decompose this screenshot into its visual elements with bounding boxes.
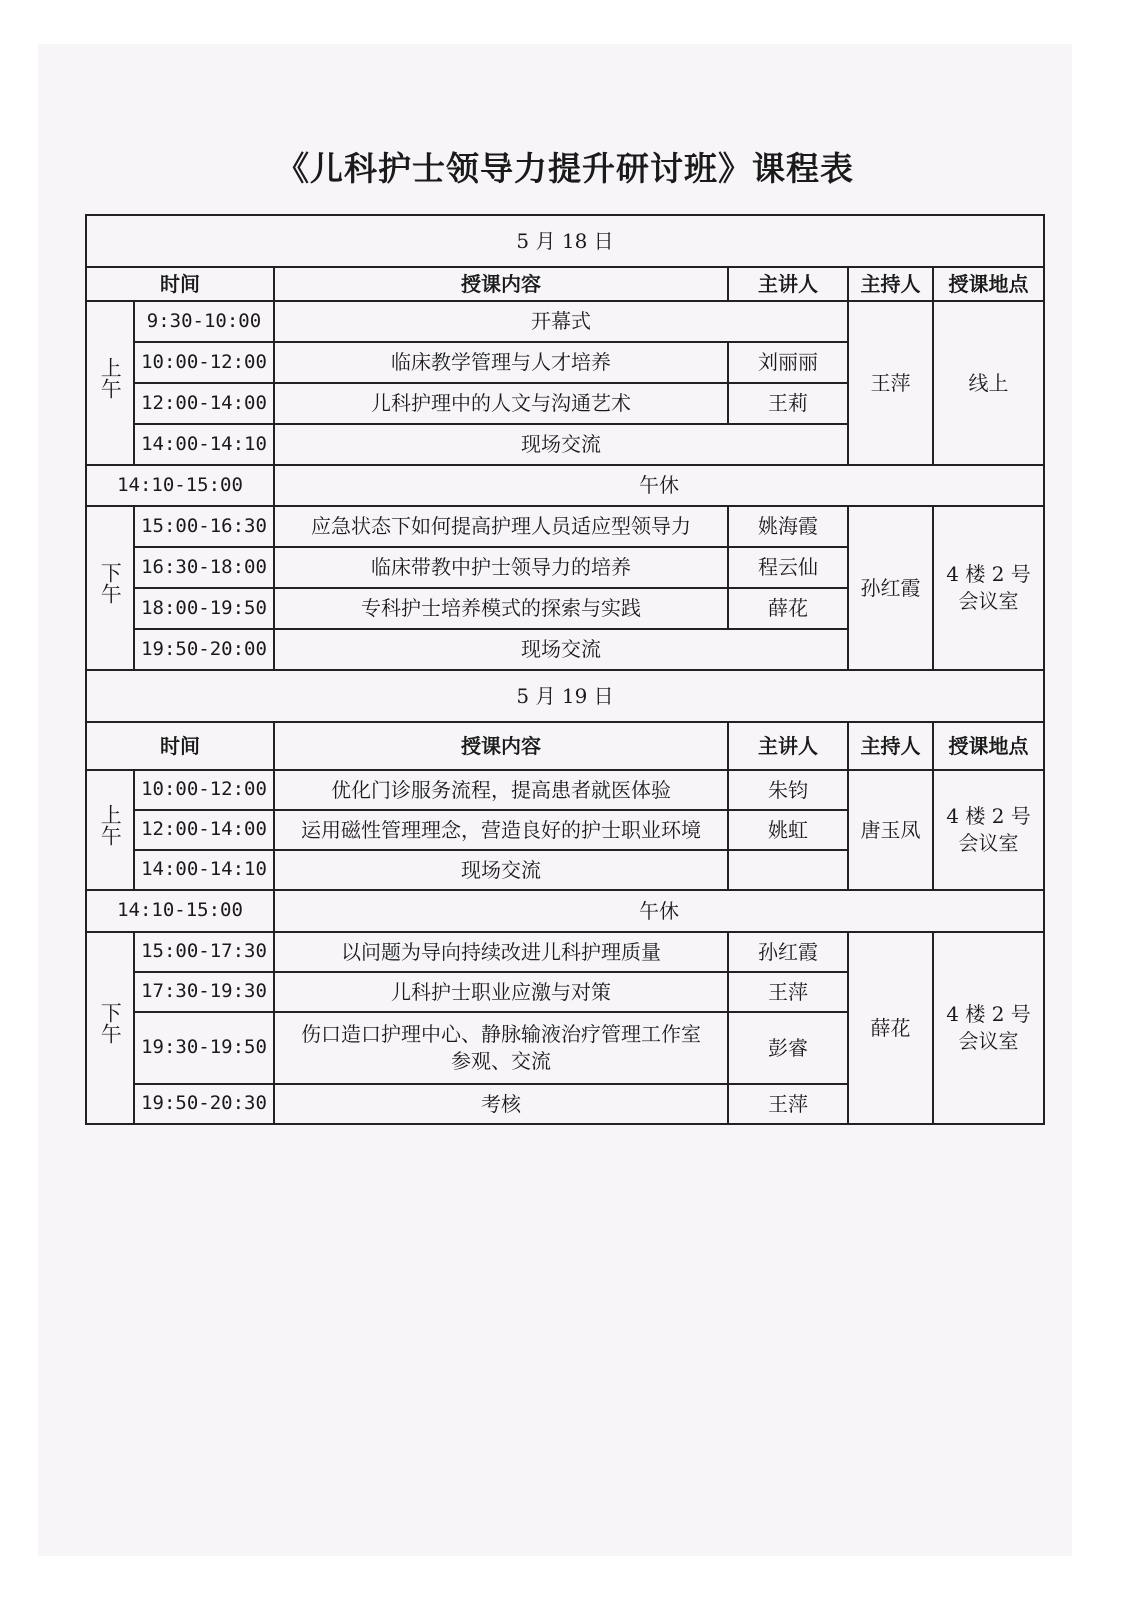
col-header-time: 时间 (86, 722, 274, 770)
speaker-cell (728, 850, 848, 890)
time-cell: 14:00-14:10 (134, 424, 274, 465)
speaker-cell: 王萍 (728, 1084, 848, 1124)
period-label-am (86, 301, 134, 465)
period-label-pm (86, 506, 134, 670)
table-row (86, 890, 1044, 932)
speaker-cell: 孙红霞 (728, 932, 848, 972)
location-line: 会议室 (958, 831, 1019, 855)
time-cell: 10:00-12:00 (134, 342, 274, 383)
content-cell: 考核 (274, 1084, 728, 1124)
content-cell: 应急状态下如何提高护理人员适应型领导力 (274, 506, 728, 547)
page-title: 《儿科护士领导力提升研讨班》课程表 (276, 149, 854, 188)
period-label-am (86, 770, 134, 890)
host-cell: 王萍 (848, 301, 933, 465)
time-cell: 19:30-19:50 (134, 1012, 274, 1084)
time-cell: 15:00-17:30 (134, 932, 274, 972)
speaker-cell: 刘丽丽 (728, 342, 848, 383)
period-label-text: 下午 (98, 1002, 123, 1045)
table-row (86, 301, 1044, 342)
speaker-cell: 王莉 (728, 383, 848, 424)
period-label-pm (86, 932, 134, 1124)
time-cell: 19:50-20:00 (134, 629, 274, 670)
col-header-location: 授课地点 (933, 267, 1044, 301)
host-cell: 唐玉凤 (848, 770, 933, 890)
time-cell: 10:00-12:00 (134, 770, 274, 810)
content-cell: 运用磁性管理理念，营造良好的护士职业环境 (274, 810, 728, 850)
location-cell: 线上 (933, 301, 1044, 465)
host-cell: 薛花 (848, 932, 933, 1124)
date-heading-day1: 5 月 18 日 (86, 215, 1044, 267)
location-line: 会议室 (958, 1029, 1019, 1053)
speaker-cell: 程云仙 (728, 547, 848, 588)
speaker-cell: 王萍 (728, 972, 848, 1012)
location-cell (933, 770, 1044, 890)
content-cell: 临床带教中护士领导力的培养 (274, 547, 728, 588)
speaker-cell: 姚虹 (728, 810, 848, 850)
time-cell: 18:00-19:50 (134, 588, 274, 629)
break-label-cell: 午休 (274, 890, 1044, 932)
location-line: 4 楼 2 号 (946, 562, 1031, 586)
location-line: 4 楼 2 号 (946, 804, 1031, 828)
col-header-location: 授课地点 (933, 722, 1044, 770)
schedule-table (85, 214, 1045, 1125)
date-heading-day2: 5 月 19 日 (86, 670, 1044, 722)
content-cell (274, 1012, 728, 1084)
break-time-cell: 14:10-15:00 (86, 465, 274, 506)
time-cell: 16:30-18:00 (134, 547, 274, 588)
content-cell: 优化门诊服务流程，提高患者就医体验 (274, 770, 728, 810)
col-header-content: 授课内容 (274, 267, 728, 301)
period-label-text: 下午 (98, 562, 123, 605)
time-cell: 15:00-16:30 (134, 506, 274, 547)
table-row (86, 465, 1044, 506)
content-cell: 现场交流 (274, 629, 848, 670)
break-time-cell: 14:10-15:00 (86, 890, 274, 932)
content-line: 参观、交流 (451, 1049, 551, 1073)
period-label-text: 上午 (98, 357, 123, 400)
location-cell (933, 506, 1044, 670)
time-cell: 12:00-14:00 (134, 383, 274, 424)
time-cell: 12:00-14:00 (134, 810, 274, 850)
content-cell: 儿科护士职业应激与对策 (274, 972, 728, 1012)
speaker-cell: 朱钧 (728, 770, 848, 810)
content-cell: 现场交流 (274, 850, 728, 890)
content-line: 伤口造口护理中心、静脉输液治疗管理工作室 (301, 1022, 701, 1046)
col-header-speaker: 主讲人 (728, 722, 848, 770)
col-header-host: 主持人 (848, 267, 933, 301)
col-header-host: 主持人 (848, 722, 933, 770)
speaker-cell: 彭睿 (728, 1012, 848, 1084)
content-cell: 儿科护理中的人文与沟通艺术 (274, 383, 728, 424)
table-row (86, 932, 1044, 972)
period-label-text: 上午 (98, 804, 123, 847)
header-row (86, 267, 1044, 301)
speaker-cell: 姚海霞 (728, 506, 848, 547)
content-cell: 临床教学管理与人才培养 (274, 342, 728, 383)
col-header-time: 时间 (86, 267, 274, 301)
content-cell: 专科护士培养模式的探索与实践 (274, 588, 728, 629)
time-cell: 14:00-14:10 (134, 850, 274, 890)
speaker-cell: 薛花 (728, 588, 848, 629)
content-cell: 现场交流 (274, 424, 848, 465)
content-cell: 以问题为导向持续改进儿科护理质量 (274, 932, 728, 972)
table-row (86, 215, 1044, 267)
time-cell: 9:30-10:00 (134, 301, 274, 342)
col-header-speaker: 主讲人 (728, 267, 848, 301)
table-row (86, 770, 1044, 810)
header-row (86, 722, 1044, 770)
break-label-cell: 午休 (274, 465, 1044, 506)
content-cell: 开幕式 (274, 301, 848, 342)
location-line: 4 楼 2 号 (946, 1002, 1031, 1026)
host-cell: 孙红霞 (848, 506, 933, 670)
location-line: 会议室 (958, 589, 1019, 613)
table-row (86, 670, 1044, 722)
col-header-content: 授课内容 (274, 722, 728, 770)
time-cell: 17:30-19:30 (134, 972, 274, 1012)
time-cell: 19:50-20:30 (134, 1084, 274, 1124)
location-cell (933, 932, 1044, 1124)
table-row (86, 506, 1044, 547)
